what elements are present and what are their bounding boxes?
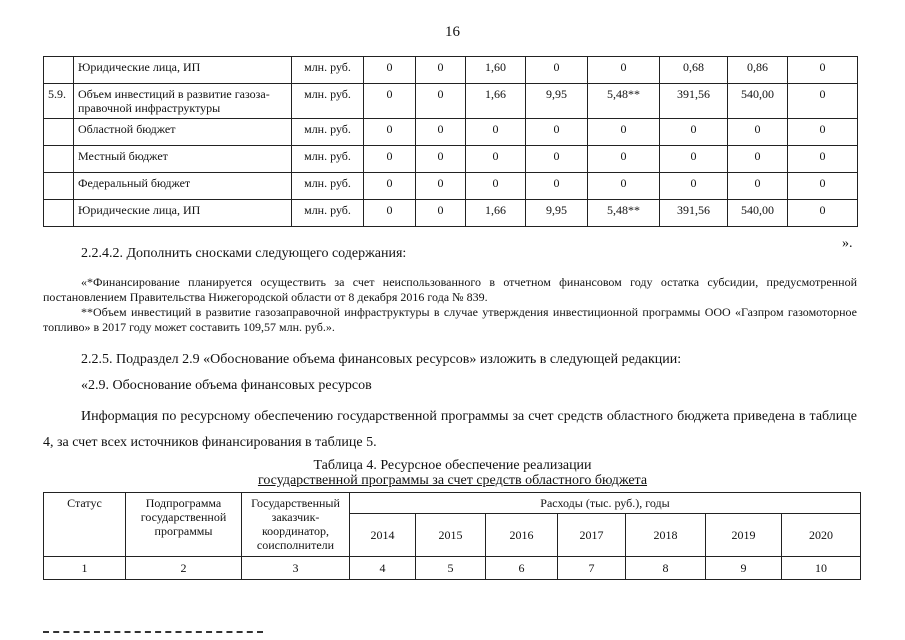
row-value: 540,00	[728, 84, 788, 119]
year-header: 2016	[486, 514, 558, 557]
row-value: 0	[588, 173, 660, 200]
row-value: 0	[416, 57, 466, 84]
row-value: 0,68	[660, 57, 728, 84]
row-value: 1,66	[466, 84, 526, 119]
row-name: Местный бюджет	[74, 146, 292, 173]
closing-quote: ».	[842, 236, 853, 251]
investment-table	[43, 56, 858, 227]
row-value: 0	[416, 84, 466, 119]
row-value: 0	[788, 119, 858, 146]
row-value: 0	[466, 146, 526, 173]
year-header: 2020	[782, 514, 861, 557]
year-header: 2019	[706, 514, 782, 557]
row-number: 5.9.	[44, 84, 74, 119]
table-4-caption	[0, 458, 905, 488]
row-unit: млн. руб.	[292, 84, 364, 119]
row-value: 0	[364, 84, 416, 119]
row-number	[44, 173, 74, 200]
row-value: 0	[416, 200, 466, 227]
row-name: Федеральный бюджет	[74, 173, 292, 200]
paragraph-info: Информация по ресурсному обеспечению государственной программы за счет средств областного бюджета приведена в таблице 4, за счет всех источников финансирования в таблице 5.	[43, 409, 857, 450]
column-index: 1	[44, 557, 126, 580]
caption-line-1: Таблица 4. Ресурсное обеспечение реализации	[313, 458, 592, 473]
row-value: 1,60	[466, 57, 526, 84]
row-value: 0	[416, 173, 466, 200]
row-value: 0	[526, 173, 588, 200]
footnote-1: «*Финансирование планируется осуществить за счет неиспользованного в отчетном финансовом году остатка субсидии, предусмотренной постановлением Правительства Нижегородской области от 8 декабря 2016 года № 839.	[43, 275, 857, 304]
row-value: 0	[660, 119, 728, 146]
header-status: Статус	[44, 493, 126, 557]
row-number	[44, 119, 74, 146]
row-number	[44, 57, 74, 84]
row-value: 0	[466, 173, 526, 200]
header-expenses: Расходы (тыс. руб.), годы	[350, 493, 861, 514]
row-unit: млн. руб.	[292, 173, 364, 200]
table-row	[44, 146, 858, 173]
row-unit: млн. руб.	[292, 146, 364, 173]
table-row	[44, 84, 858, 119]
row-value: 0	[526, 57, 588, 84]
row-value: 0	[526, 146, 588, 173]
section-2-9-title: «2.9. Обоснование объема финансовых ресурсов	[81, 378, 372, 393]
row-number	[44, 146, 74, 173]
row-name: Областной бюджет	[74, 119, 292, 146]
table-row	[44, 173, 858, 200]
column-index: 3	[242, 557, 350, 580]
row-value: 0	[788, 146, 858, 173]
footnote-2: **Объем инвестиций в развитие газозаправочной инфраструктуры в случае утверждения инвестиционной программы ООО «Газпром газомоторное топливо» в 2017 году может составить 109,57 млн. руб.».	[43, 305, 857, 334]
page-number: 16	[445, 24, 460, 40]
row-value: 0	[788, 173, 858, 200]
row-value: 540,00	[728, 200, 788, 227]
row-value: 0	[364, 173, 416, 200]
row-value: 1,66	[466, 200, 526, 227]
row-value: 0	[788, 200, 858, 227]
row-value: 0	[364, 57, 416, 84]
row-value: 0	[466, 119, 526, 146]
table-row	[44, 119, 858, 146]
row-value: 0	[416, 146, 466, 173]
row-value: 0	[728, 119, 788, 146]
row-value: 0	[526, 119, 588, 146]
column-index: 10	[782, 557, 861, 580]
paragraph-2-2-4-2: 2.2.4.2. Дополнить сносками следующего содержания:	[81, 246, 407, 261]
column-index: 9	[706, 557, 782, 580]
row-unit: млн. руб.	[292, 200, 364, 227]
year-header: 2017	[558, 514, 626, 557]
row-name: Юридические лица, ИП	[74, 200, 292, 227]
table-4	[43, 492, 861, 580]
column-index: 5	[416, 557, 486, 580]
row-value: 0	[416, 119, 466, 146]
row-value: 0	[364, 146, 416, 173]
column-index: 2	[126, 557, 242, 580]
year-header: 2014	[350, 514, 416, 557]
row-value: 9,95	[526, 200, 588, 227]
column-index: 4	[350, 557, 416, 580]
header-customer: Государственный заказчик-координатор, соисполнители	[242, 493, 350, 557]
year-header: 2015	[416, 514, 486, 557]
row-value: 0	[660, 173, 728, 200]
caption-line-2: государственной программы за счет средств областного бюджета	[257, 473, 648, 488]
row-value: 0	[728, 146, 788, 173]
table-row	[44, 200, 858, 227]
row-value: 0	[364, 200, 416, 227]
column-index: 7	[558, 557, 626, 580]
row-value: 0	[788, 84, 858, 119]
row-value: 0	[728, 173, 788, 200]
year-header: 2018	[626, 514, 706, 557]
row-value: 9,95	[526, 84, 588, 119]
row-value: 0	[364, 119, 416, 146]
row-unit: млн. руб.	[292, 119, 364, 146]
paragraph-2-2-5: 2.2.5. Подраздел 2.9 «Обоснование объема финансовых ресурсов» изложить в следующей редакции:	[81, 352, 682, 367]
row-value: 391,56	[660, 200, 728, 227]
row-unit: млн. руб.	[292, 57, 364, 84]
row-number	[44, 200, 74, 227]
row-value: 5,48**	[588, 84, 660, 119]
row-value: 0	[788, 57, 858, 84]
row-value: 0	[588, 57, 660, 84]
row-value: 0,86	[728, 57, 788, 84]
header-subprogram: Подпрограмма государственной программы	[126, 493, 242, 557]
row-value: 0	[660, 146, 728, 173]
column-index: 8	[626, 557, 706, 580]
row-name: Объем инвестиций в развитие газоза-правочной инфраструктуры	[74, 84, 292, 119]
row-value: 5,48**	[588, 200, 660, 227]
row-value: 0	[588, 119, 660, 146]
column-index: 6	[486, 557, 558, 580]
row-value: 0	[588, 146, 660, 173]
row-value: 391,56	[660, 84, 728, 119]
table-row	[44, 57, 858, 84]
page-cut-marker	[43, 631, 263, 633]
row-name: Юридические лица, ИП	[74, 57, 292, 84]
